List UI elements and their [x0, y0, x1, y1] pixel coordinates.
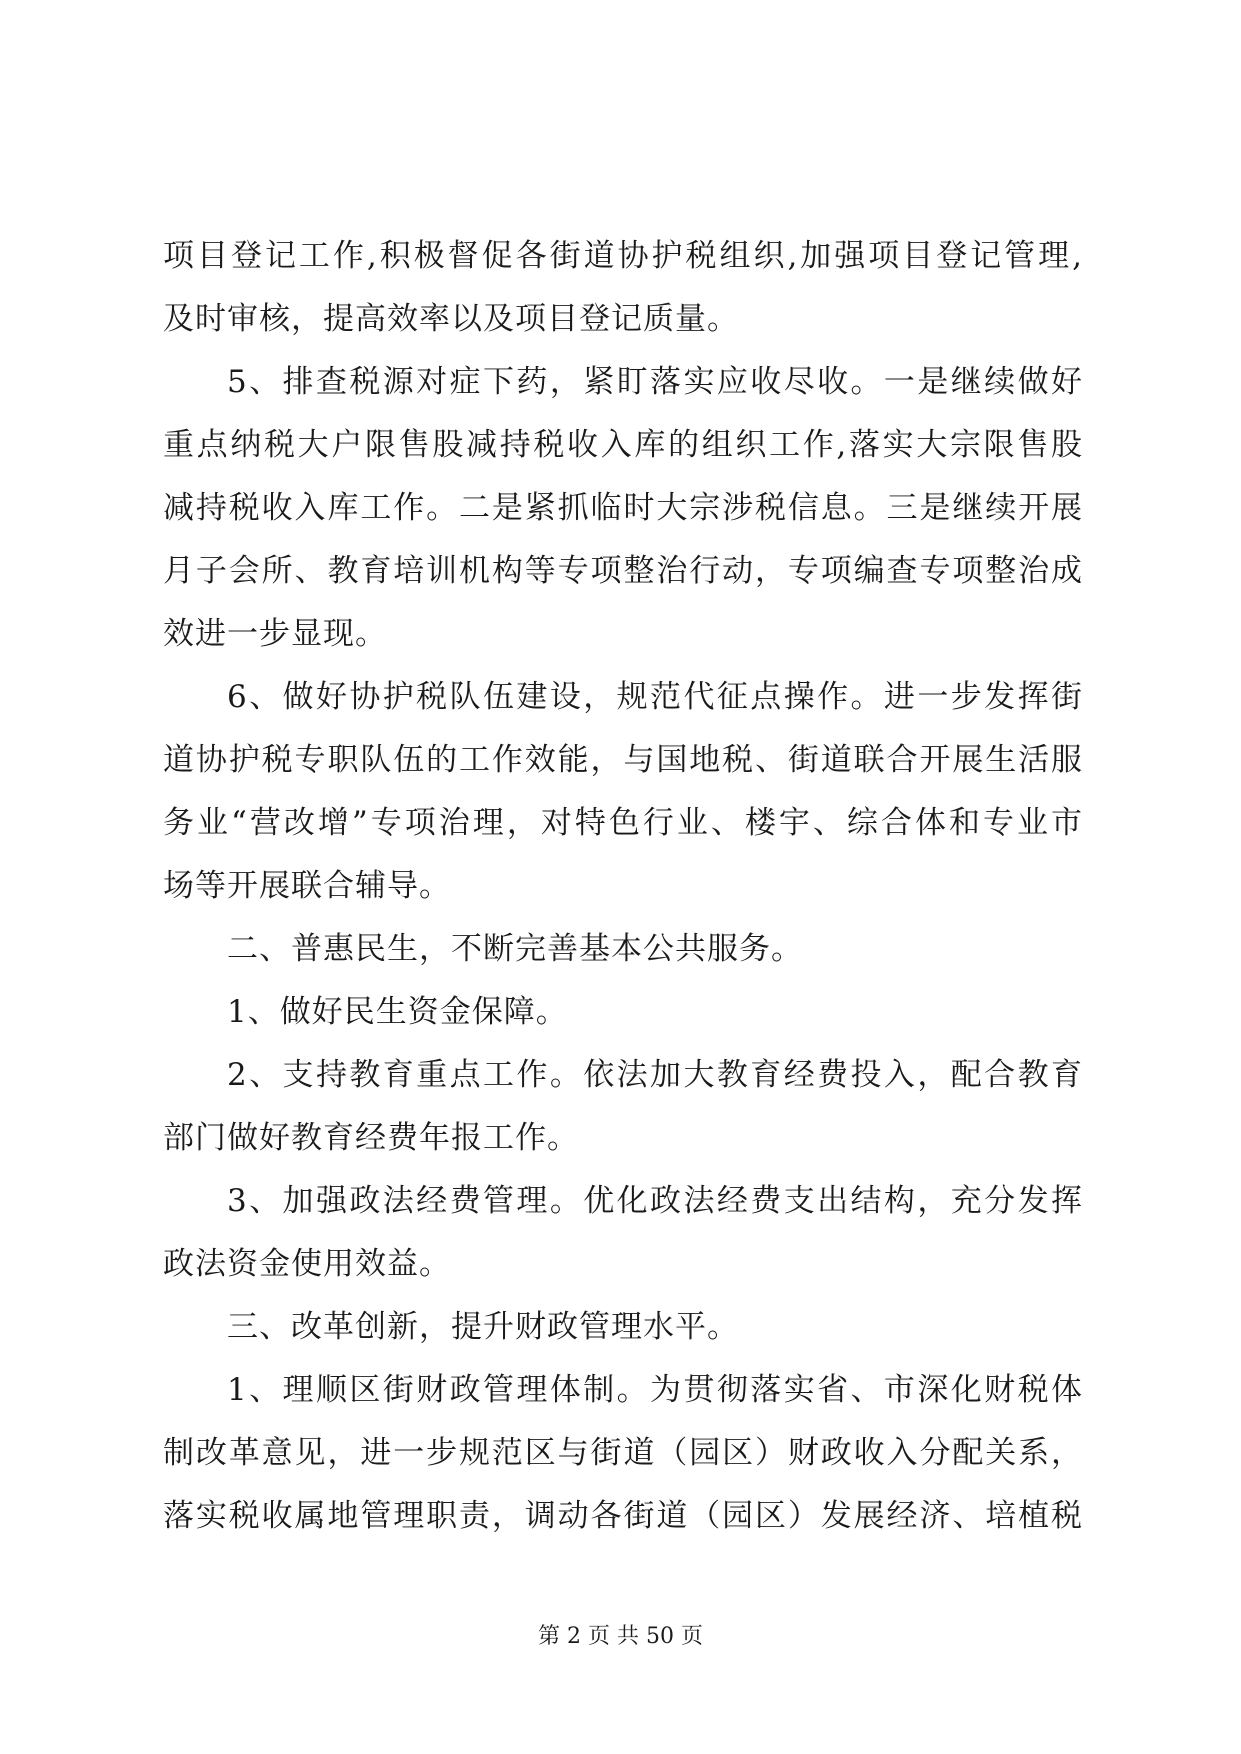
- text-line: 务业“营改增”专项治理，对特色行业、楼宇、综合体和专业市: [163, 805, 1083, 841]
- text-line: 1、做好民生资金保障。: [227, 994, 568, 1030]
- text-line: 重点纳税大户限售股减持税收入库的组织工作,落实大宗限售股: [163, 427, 1083, 463]
- text-line: 及时审核，提高效率以及项目登记质量。: [163, 301, 739, 337]
- text-line: 5、排查税源对症下药，紧盯落实应收尽收。一是继续做好: [227, 364, 1083, 400]
- text-line: 减持税收入库工作。二是紧抓临时大宗涉税信息。三是继续开展: [163, 490, 1083, 526]
- text-line: 3、加强政法经费管理。优化政法经费支出结构，充分发挥: [227, 1183, 1083, 1219]
- text-line: 项目登记工作,积极督促各街道协护税组织,加强项目登记管理,: [163, 238, 1083, 274]
- text-line: 月子会所、教育培训机构等专项整治行动，专项编查专项整治成: [163, 553, 1083, 589]
- text-line: 三、改革创新，提升财政管理水平。: [227, 1309, 739, 1345]
- page-footer: 第 2 页 共 50 页: [538, 1624, 703, 1649]
- text-line: 落实税收属地管理职责，调动各街道（园区）发展经济、培植税: [163, 1498, 1083, 1534]
- body-text: [163, 225, 1083, 1548]
- text-line: 效进一步显现。: [163, 616, 387, 652]
- text-line: 1、理顺区街财政管理体制。为贯彻落实省、市深化财税体: [227, 1372, 1083, 1408]
- text-line: 政法资金使用效益。: [163, 1246, 451, 1282]
- text-line: 部门做好教育经费年报工作。: [163, 1120, 579, 1156]
- text-line: 道协护税专职队伍的工作效能，与国地税、街道联合开展生活服: [163, 742, 1083, 778]
- text-line: 制改革意见，进一步规范区与街道（园区）财政收入分配关系，: [163, 1435, 1083, 1471]
- text-line: 2、支持教育重点工作。依法加大教育经费投入，配合教育: [227, 1057, 1083, 1093]
- text-line: 二、普惠民生，不断完善基本公共服务。: [227, 931, 803, 967]
- text-line: 6、做好协护税队伍建设，规范代征点操作。进一步发挥街: [227, 679, 1083, 715]
- text-line: 场等开展联合辅导。: [163, 868, 451, 904]
